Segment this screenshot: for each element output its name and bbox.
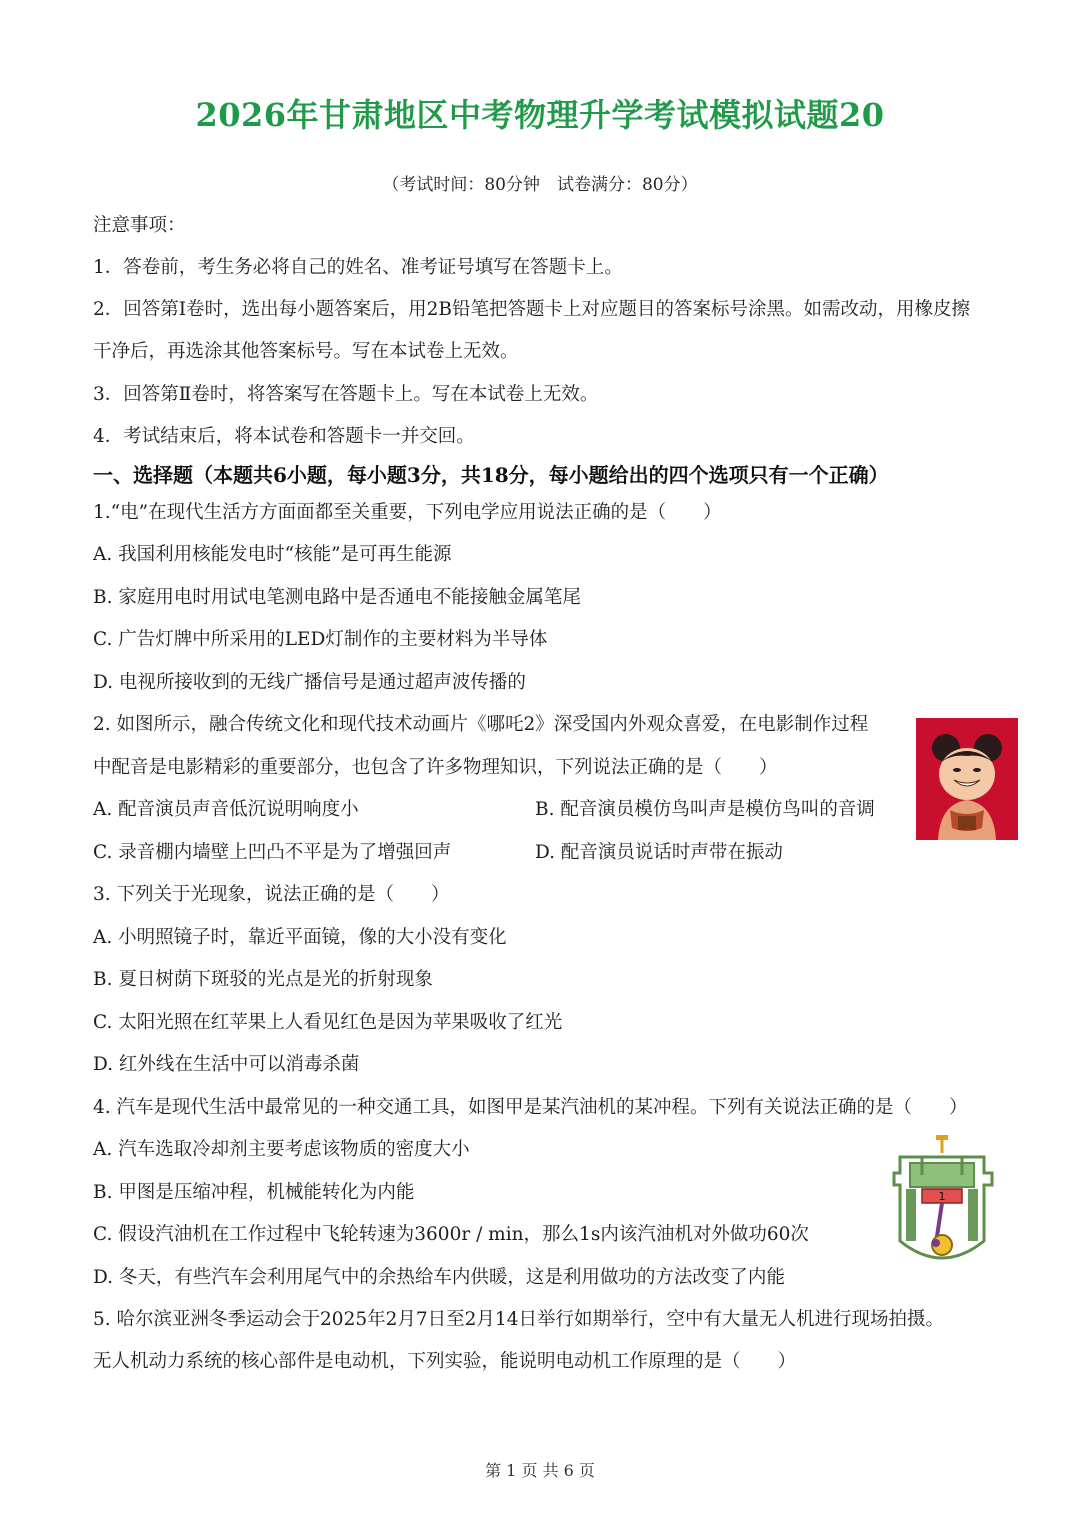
question-3-option-d: D. 红外线在生活中可以消毒杀菌 [93,1054,360,1075]
question-1-option-c: C. 广告灯牌中所采用的LED灯制作的主要材料为半导体 [93,629,548,650]
question-2-stem: 中配音是电影精彩的重要部分，也包含了许多物理知识，下列说法正确的是（ ） [93,757,778,778]
notice-item: 2．回答第Ⅰ卷时，选出每小题答案后，用2B铅笔把答题卡上对应题目的答案标号涂黑。如需改动，用橡皮擦 [93,299,970,320]
page-title: 2026年甘肃地区中考物理升学考试模拟试题20 [195,96,885,134]
question-3-option-a: A. 小明照镜子时，靠近平面镜，像的大小没有变化 [93,927,507,948]
notice-heading: 注意事项： [93,215,186,236]
notice-item: 1．答卷前，考生务必将自己的姓名、准考证号填写在答题卡上。 [93,257,623,278]
engine-stroke-diagram [892,1133,998,1275]
question-5-stem: 5. 哈尔滨亚洲冬季运动会于2025年2月7日至2月14日举行如期举行，空中有大量无人机进行现场拍摄。 [93,1309,944,1330]
notice-item: 干净后，再选涂其他答案标号。写在本试卷上无效。 [93,341,519,362]
question-1-stem: 1.“电”在现代生活方方面面都至关重要，下列电学应用说法正确的是（ ） [93,502,722,523]
question-4-option-b: B. 甲图是压缩冲程，机械能转化为内能 [93,1182,415,1203]
question-2-option-b: B. 配音演员模仿鸟叫声是模仿鸟叫的音调 [535,799,875,820]
question-2-option-d: D. 配音演员说话时声带在振动 [535,842,783,863]
question-1-option-a: A. 我国利用核能发电时“核能”是可再生能源 [93,544,452,565]
notice-item: 4．考试结束后，将本试卷和答题卡一并交回。 [93,426,475,447]
nezha-character-image [916,718,1018,840]
question-2-option-c: C. 录音棚内墙壁上凹凸不平是为了增强回声 [93,842,452,863]
question-4-option-a: A. 汽车选取冷却剂主要考虑该物质的密度大小 [93,1139,470,1160]
cylinder-label: 1 [938,1190,946,1203]
question-1-option-d: D. 电视所接收到的无线广播信号是通过超声波传播的 [93,672,526,693]
question-5-stem: 无人机动力系统的核心部件是电动机，下列实验，能说明电动机工作原理的是（ ） [93,1351,797,1372]
page-footer: 第 1 页 共 6 页 [485,1461,595,1480]
question-3-stem: 3. 下列关于光现象，说法正确的是（ ） [93,884,450,905]
exam-info: （考试时间：80分钟 试卷满分：80分） [382,175,698,195]
question-4-option-c: C. 假设汽油机在工作过程中飞轮转速为3600r / min，那么1s内该汽油机对外做功60次 [93,1224,809,1245]
section-heading: 一、选择题（本题共6小题，每小题3分，共18分，每小题给出的四个选项只有一个正确） [93,463,889,487]
question-4-option-d: D. 冬天，有些汽车会利用尾气中的余热给车内供暖，这是利用做功的方法改变了内能 [93,1267,785,1288]
question-3-option-c: C. 太阳光照在红苹果上人看见红色是因为苹果吸收了红光 [93,1012,563,1033]
question-1-option-b: B. 家庭用电时用试电笔测电路中是否通电不能接触金属笔尾 [93,587,581,608]
question-2-stem: 2. 如图所示，融合传统文化和现代技术动画片《哪吒2》深受国内外观众喜爱，在电影制作过程 [93,714,869,735]
question-4-stem: 4. 汽车是现代生活中最常见的一种交通工具，如图甲是某汽油机的某冲程。下列有关说法正确的是（ ） [93,1097,968,1118]
question-3-option-b: B. 夏日树荫下斑驳的光点是光的折射现象 [93,969,433,990]
notice-item: 3．回答第Ⅱ卷时，将答案写在答题卡上。写在本试卷上无效。 [93,384,599,405]
question-2-option-a: A. 配音演员声音低沉说明响度小 [93,799,359,820]
